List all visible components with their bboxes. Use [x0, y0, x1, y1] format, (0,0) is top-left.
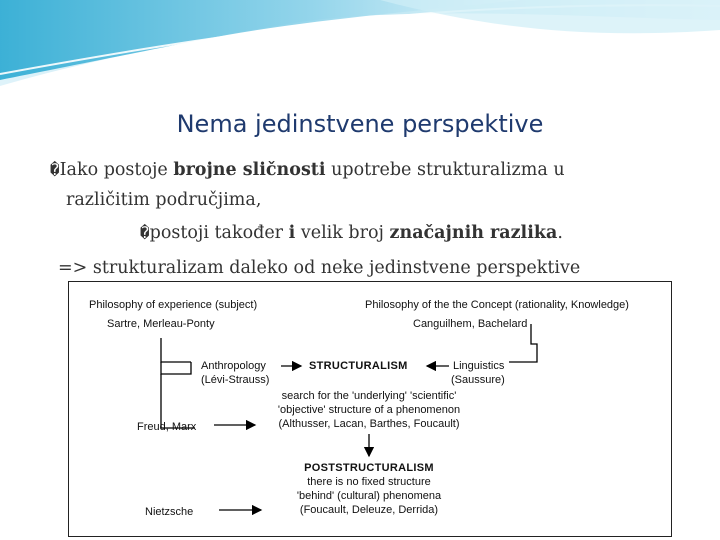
- label-experience-names: Sartre, Merleau-Ponty: [107, 318, 215, 330]
- label-struct-desc-3: (Althusser, Lacan, Barthes, Foucault): [278, 418, 460, 430]
- label-anthropology: Anthropology: [201, 360, 266, 372]
- bullet-glyph: �: [50, 160, 60, 179]
- label-concept: Philosophy of the the Concept (rationality, Knowledge): [365, 299, 629, 311]
- body-line-3: [140, 223, 563, 243]
- label-poststructuralism: POSTSTRUCTURALISM: [304, 462, 434, 474]
- label-concept-names: Canguilhem, Bachelard: [413, 318, 528, 330]
- label-struct-desc-2: 'objective' structure of a phenomenon: [277, 404, 461, 416]
- line1-part-c: upotrebe strukturalizma u: [325, 160, 565, 180]
- line3-bold-i: i: [288, 223, 296, 243]
- line3-part-a: postoji također: [149, 223, 289, 243]
- label-linguistics-name: (Saussure): [451, 374, 505, 386]
- body-line-2: različitim područjima,: [66, 190, 262, 210]
- label-structuralism: STRUCTURALISM: [309, 360, 408, 372]
- label-struct-desc-1: search for the 'underlying' 'scientific': [281, 390, 457, 402]
- connector-experience: [161, 338, 191, 362]
- bullet-glyph: �: [140, 223, 150, 242]
- label-experience: Philosophy of experience (subject): [89, 299, 258, 311]
- line3-bold: značajnih razlika: [389, 223, 558, 243]
- label-post-desc-3: (Foucault, Deleuze, Derrida): [299, 504, 439, 516]
- label-linguistics: Linguistics: [453, 360, 505, 372]
- structuralism-diagram: [68, 281, 672, 537]
- body-line-1: [50, 160, 565, 180]
- line3-part-c: velik broj: [295, 223, 390, 243]
- label-post-desc-1: there is no fixed structure: [307, 476, 431, 488]
- body-line-4: => strukturalizam daleko od neke jedinstvene perspektive: [58, 258, 581, 278]
- header-wave-decoration: [0, 0, 720, 90]
- line1-part-a: Iako postoje: [59, 160, 174, 180]
- label-anthropology-name: (Lévi-Strauss): [201, 374, 270, 386]
- label-freud-marx: Freud, Marx: [137, 421, 197, 433]
- line1-bold: brojne sličnosti: [173, 160, 326, 180]
- line3-part-e: .: [557, 223, 563, 243]
- label-nietzsche: Nietzsche: [145, 506, 194, 518]
- connector-left-bracket: [161, 362, 191, 374]
- label-post-desc-2: 'behind' (cultural) phenomena: [296, 490, 442, 502]
- slide-title: Nema jedinstvene perspektive: [176, 110, 544, 138]
